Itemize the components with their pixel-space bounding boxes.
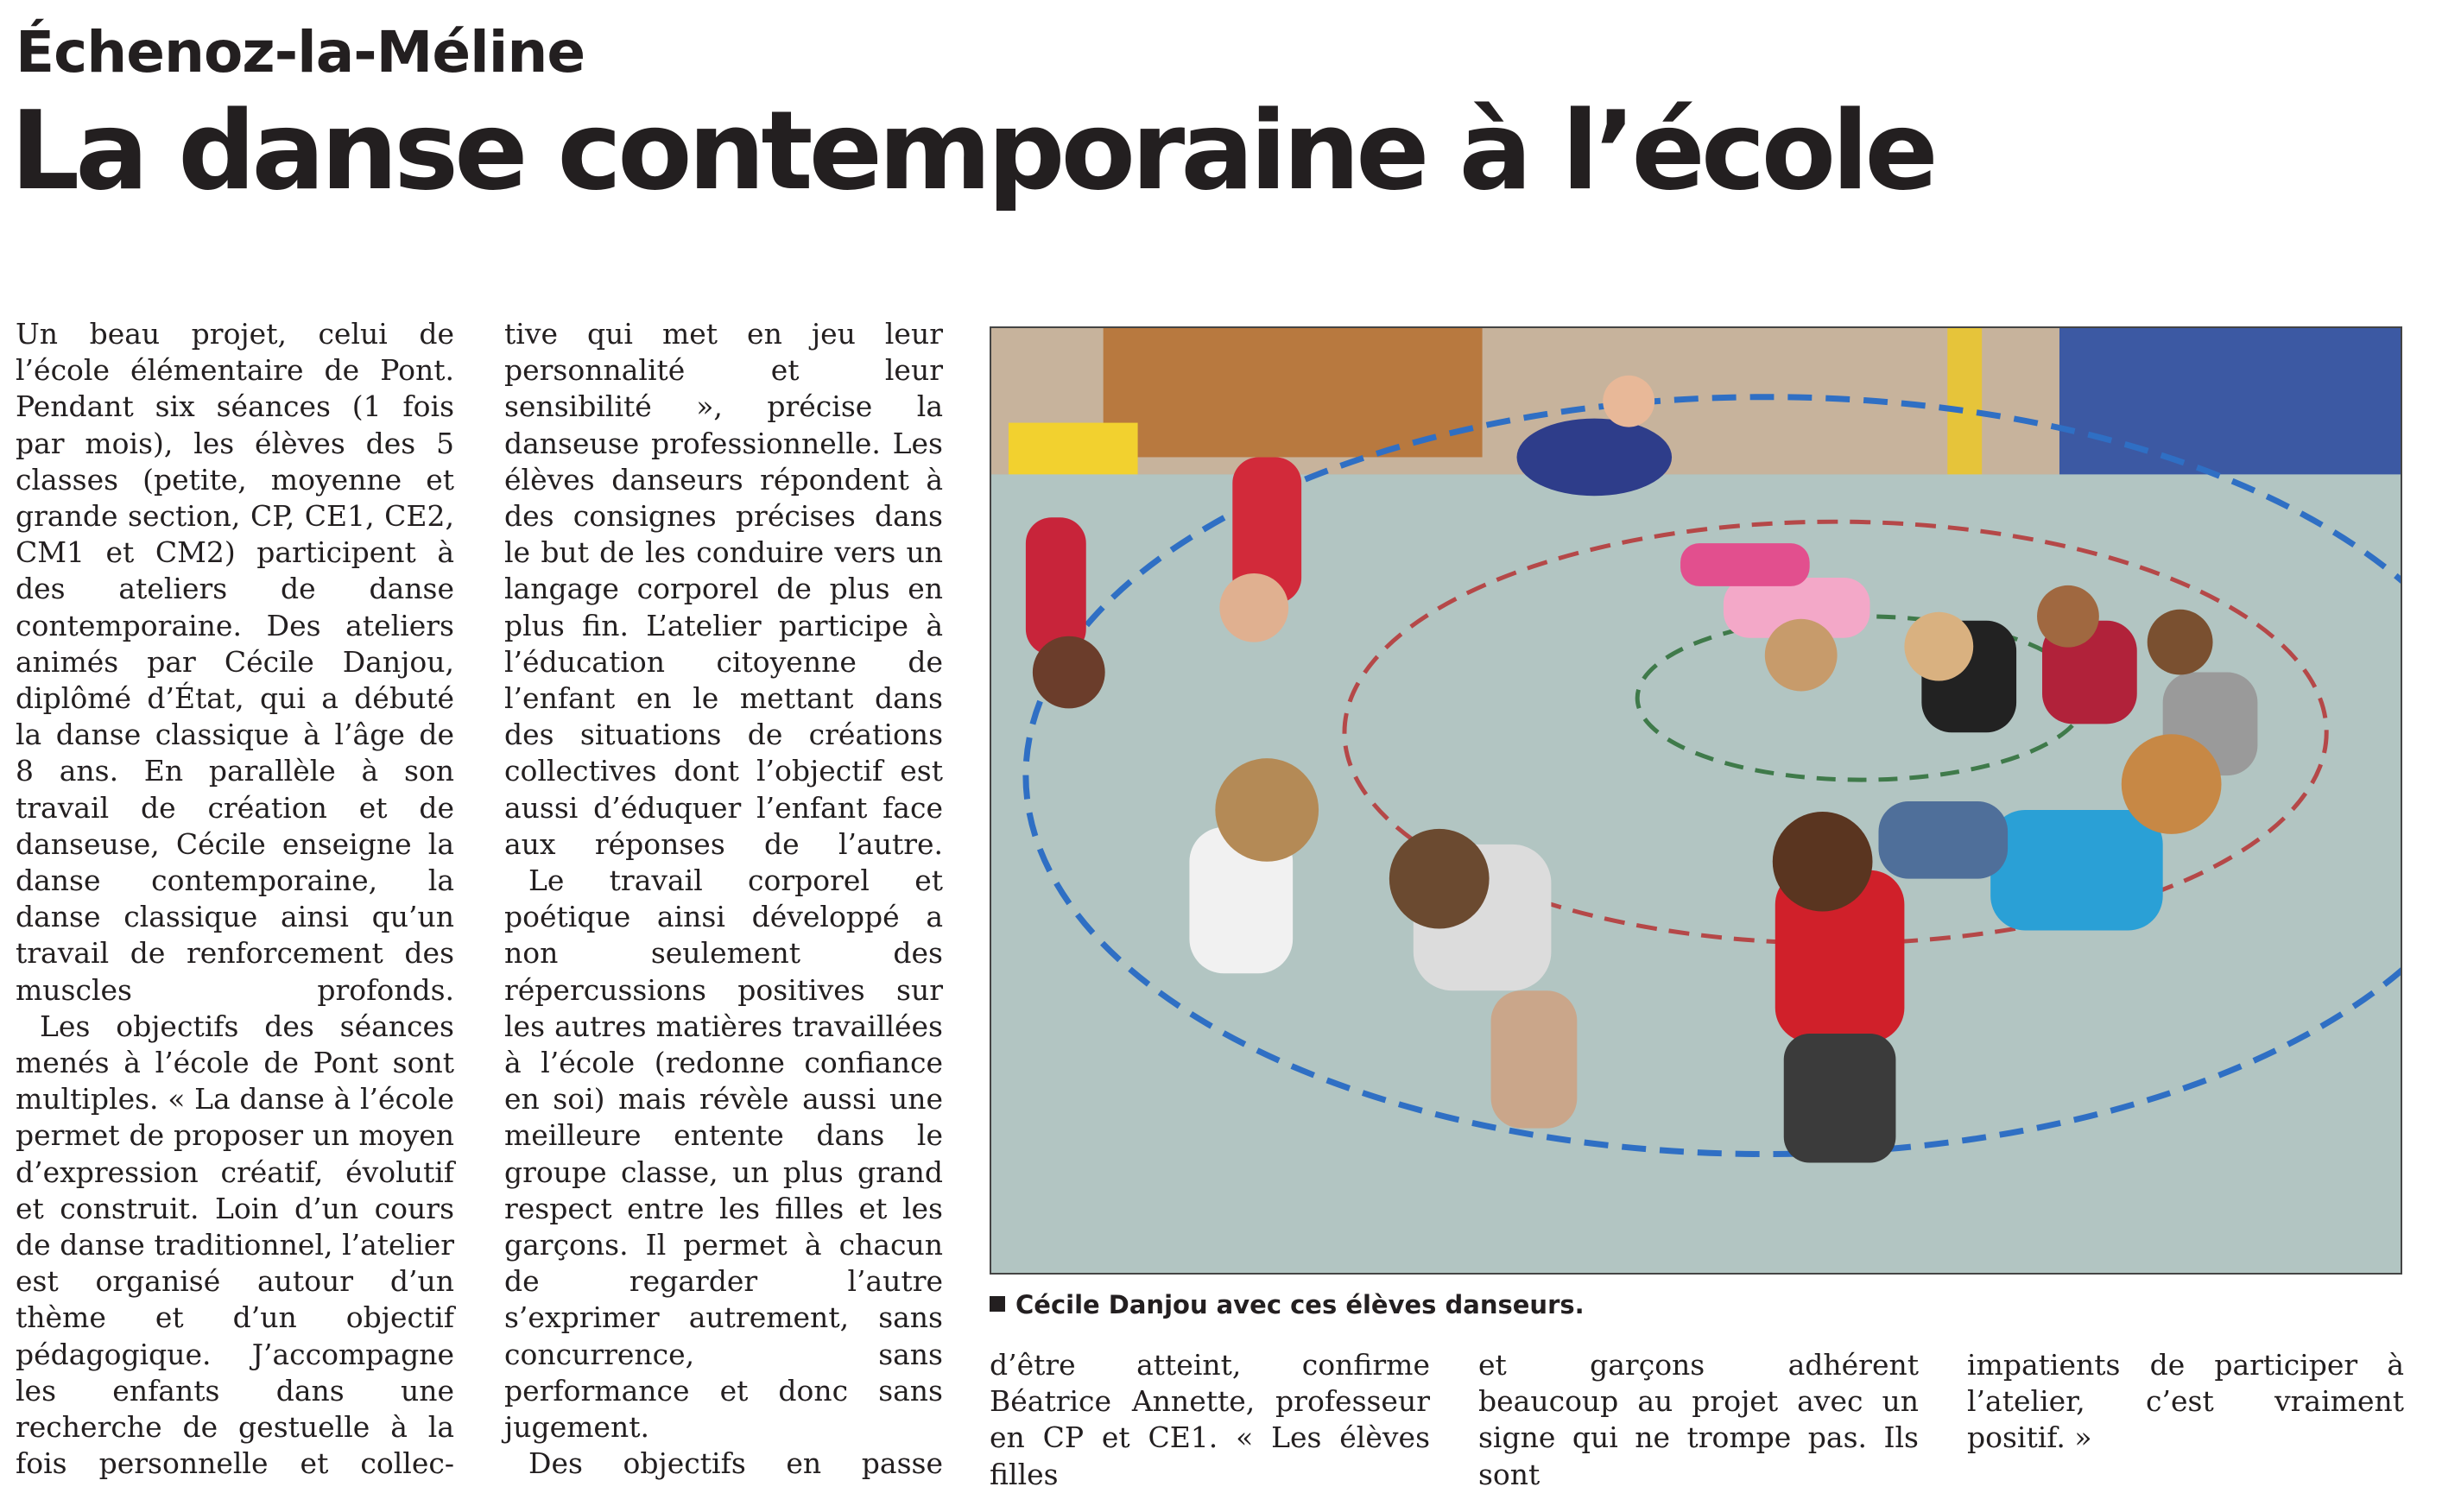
text-column-4 — [1478, 1347, 1919, 1493]
article-headline: La danse contemporaine à l’école — [10, 87, 1934, 214]
dance-class-illustration — [991, 328, 2401, 1273]
yellow-post — [1947, 328, 1982, 483]
article-photo — [990, 326, 2402, 1275]
caption-square-marker — [990, 1296, 1005, 1312]
yellow-table — [1009, 423, 1138, 484]
caption-text: Cécile Danjou avec ces élèves danseurs. — [1015, 1290, 1585, 1319]
paragraph: Des objectifs en passe — [528, 1446, 943, 1481]
photo-caption — [990, 1289, 2402, 1320]
paragraph: tive qui met en jeu leur personnalité et leur sensibilité », précise la danseuse professionnelle. Les élèves danseurs répondent à des consignes précises dans le but de les conduire vers un langage corporel de plus en plus fin. L’atelier participe à l’éducation citoyenne de l’enfant en le mettant dans des situations de créations collectives dont l’objectif est aussi d’éduquer l’enfant face aux réponses de l’autre. — [504, 317, 943, 861]
article-kicker: Échenoz-la-Méline — [16, 19, 585, 85]
paragraph: d’être atteint, confirme Béatrice Annette, professeur en CP et CE1. « Les élèves filles — [990, 1348, 1430, 1491]
paragraph: Le travail corporel et poétique ainsi développé a non seulement des répercussions positives sur les autres matières travaillées à l’école (redonne confiance en soi) mais révèle aussi une meilleure entente dans le groupe classe, un plus grand respect entre les filles et les garçons. Il permet à chacun de regarder l’autre s’exprimer autrement, sans concurrence, sans performance et donc sans jugement. — [504, 864, 943, 1445]
text-column-5 — [1967, 1347, 2404, 1457]
text-column-3 — [990, 1347, 1430, 1493]
paragraph: Un beau projet, celui de l’école élémentaire de Pont. Pendant six séances (1 fois par mois), les élèves des 5 classes (petite, moyenne et grande section, CP, CE1, CE2, CM1 et CM2) participent à des ateliers de danse contemporaine. Des ateliers animés par Cécile Danjou, diplômé d’État, qui a débuté la danse classique à l’âge de 8 ans. En parallèle à son travail de création et de danseuse, Cécile enseigne la danse contemporaine, la danse classique ainsi qu’un travail de renforcement des muscles profonds. — [16, 317, 454, 1007]
paragraph: impatients de participer à l’atelier, c’est vraiment positif. » — [1967, 1348, 2404, 1455]
text-column-1 — [16, 316, 454, 1483]
paragraph: et garçons adhérent beaucoup au projet avec un signe qui ne trompe pas. Ils sont — [1478, 1348, 1919, 1491]
text-column-2 — [504, 316, 943, 1483]
paragraph: Les objectifs des séances menés à l’école de Pont sont multiples. « La danse à l’école permet de proposer un moyen d’expression créatif, évolutif et construit. Loin d’un cours de danse traditionnel, l’atelier est organisé autour d’un thème et d’un objectif pédagogique. J’accompagne les enfants dans une recherche de gestuelle à la fois personnelle et collec- — [16, 1009, 454, 1481]
